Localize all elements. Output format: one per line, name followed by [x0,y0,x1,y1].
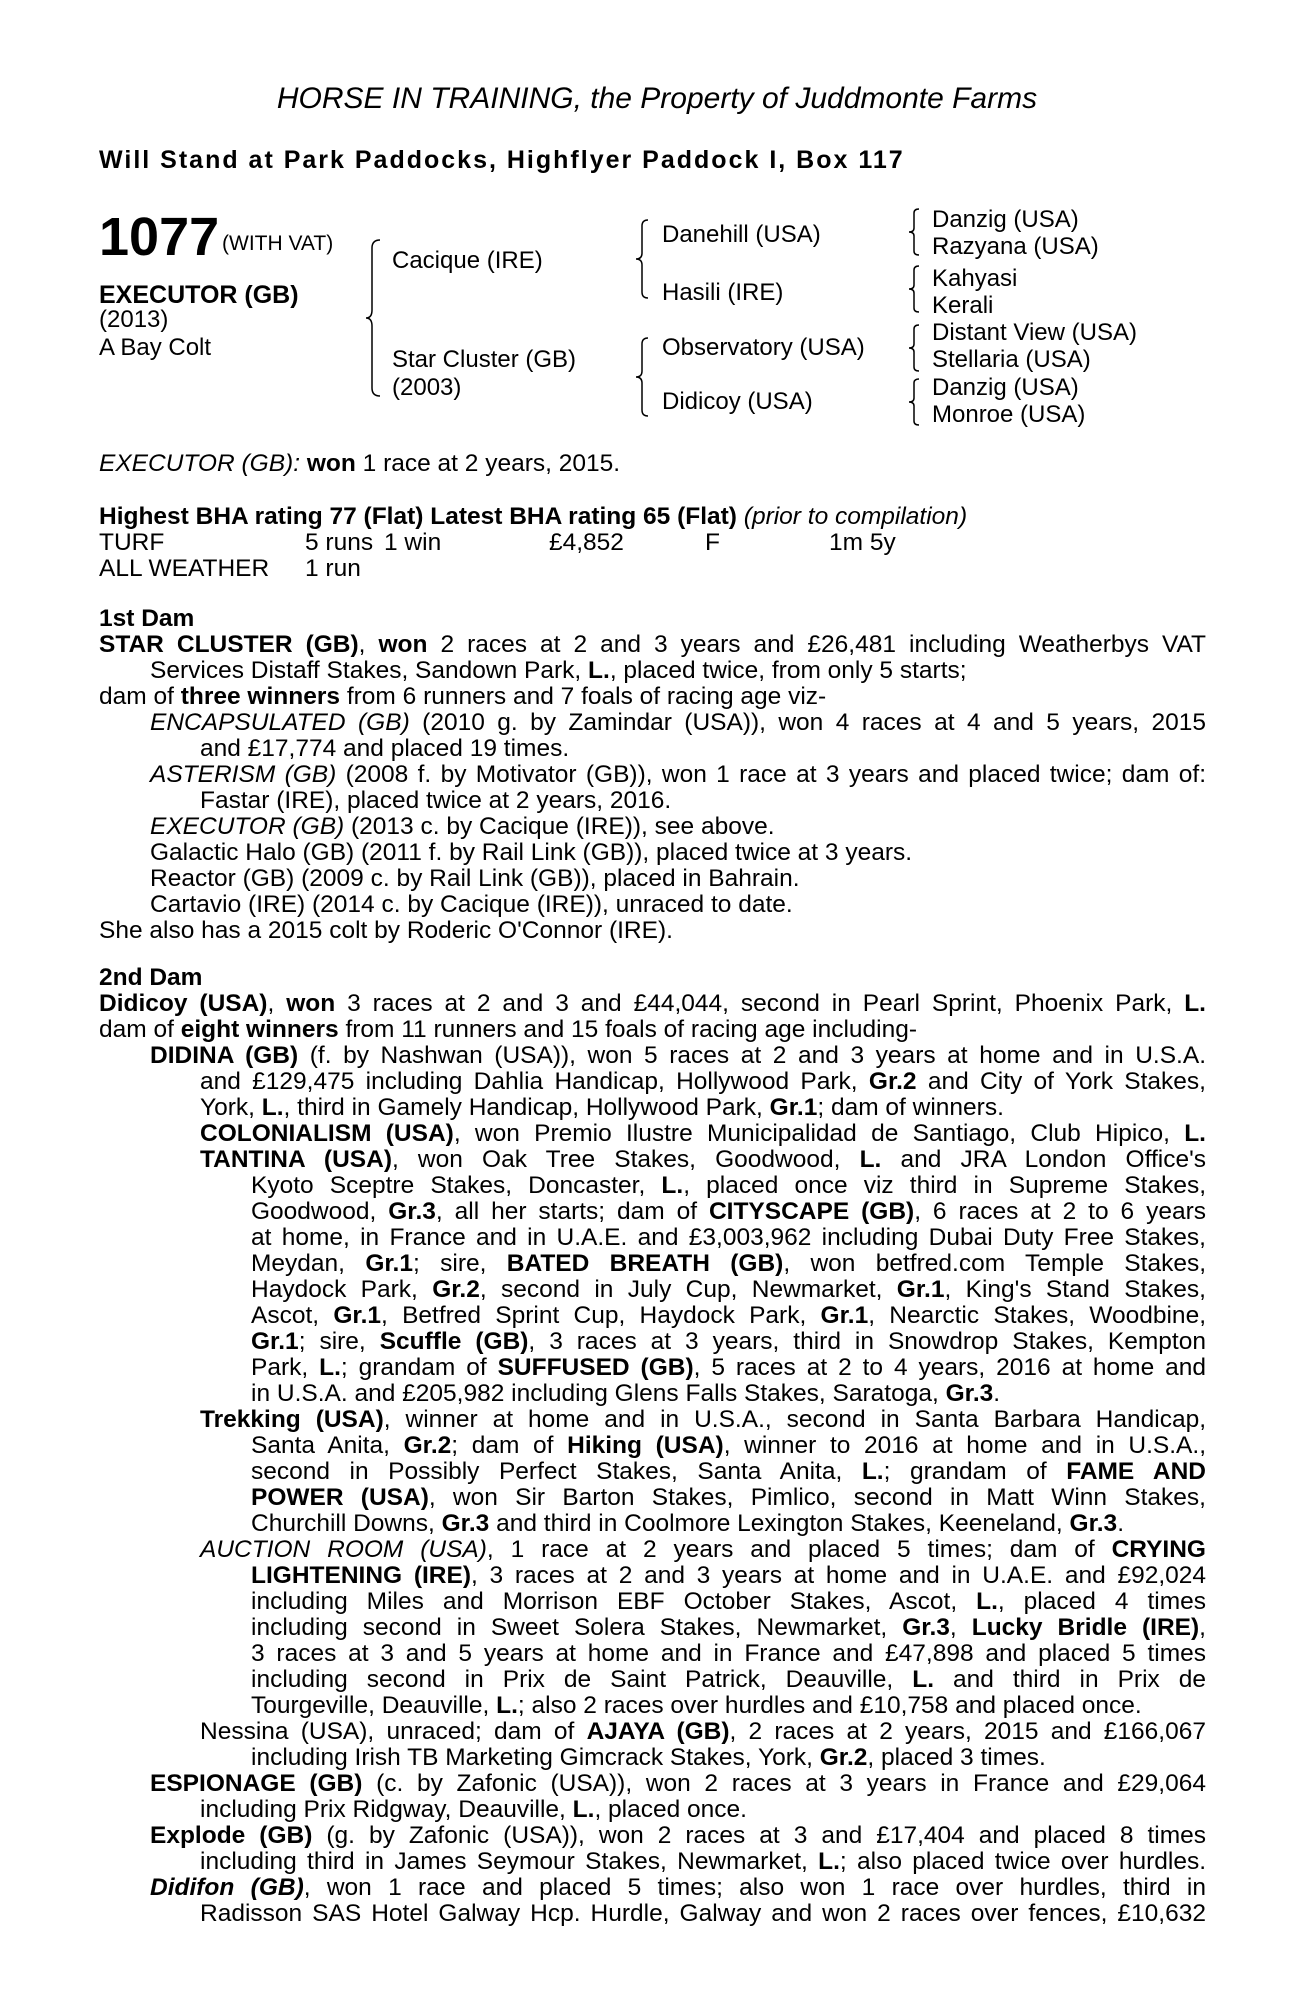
turf-runs: 5 runs [305,529,374,556]
dam2-line-j1: Didifon (GB), won 1 race and placed 5 times; also won 1 race over hurdles, third in [150,1874,1206,1901]
dam1-line-6: ASTERISM (GB) (2008 f. by Motivator (GB)), won 1 race at 3 years and placed twice; dam of: [150,761,1207,788]
horse-name: EXECUTOR (GB) [99,281,299,309]
dam2-line-d6: Haydock Park, Gr.2, second in July Cup, Newmarket, Gr.1, King's Stand Stakes, [251,1276,1206,1303]
pedigree-ssd: Razyana (USA) [932,233,1099,260]
dam2-line-e3: second in Possibly Perfect Stakes, Santa Anita, L.; grandam of FAME AND [251,1458,1206,1485]
dam2-line-b3: York, L., third in Gamely Handicap, Hollywood Park, Gr.1; dam of winners. [200,1094,1004,1121]
dam2-line-b1: DIDINA (GB) (f. by Nashwan (USA)), won 5 races at 2 and 3 years at home and in U.S.A. [150,1042,1206,1069]
dam2-line-f1: AUCTION ROOM (USA), 1 race at 2 years and placed 5 times; dam of CRYING [200,1536,1206,1563]
dam2-line-f3: including Miles and Morrison EBF October Stakes, Ascot, L., placed 4 times [251,1588,1206,1615]
dam2-line-f7: Tourgeville, Deauville, L.; also 2 races over hurdles and £10,758 and placed once. [251,1692,1142,1719]
pedigree-sire-sire: Danehill (USA) [662,221,821,248]
pedigree-dam-dam: Didicoy (USA) [662,388,813,415]
pedigree-dam-year: (2003) [392,374,462,401]
dam2-line-d5: Meydan, Gr.1; sire, BATED BREATH (GB), won betfred.com Temple Stakes, [251,1250,1207,1277]
pedigree-sss: Danzig (USA) [932,206,1079,233]
race-summary: EXECUTOR (GB): won 1 race at 2 years, 2015. [99,450,621,477]
pedigree-sire-dam: Hasili (IRE) [662,279,784,306]
turf-label: TURF [99,529,165,556]
dam2-line-e4: POWER (USA), won Sir Barton Stakes, Pimlico, second in Matt Winn Stakes, [251,1484,1206,1511]
pedigree-brace-sd [906,264,922,314]
dam1-line-8: EXECUTOR (GB) (2013 c. by Cacique (IRE)), see above. [150,813,775,840]
turf-code: F [705,529,720,556]
turf-distance: 1m 5y [829,529,896,556]
dam1-line-9: Galactic Halo (GB) (2011 f. by Rail Link (GB)), placed twice at 3 years. [150,839,913,866]
dam1-line-4: ENCAPSULATED (GB) (2010 g. by Zamindar (USA)), won 4 races at 4 and 5 years, 2015 [150,709,1206,736]
dam2-line-g1: Nessina (USA), unraced; dam of AJAYA (GB), 2 races at 2 years, 2015 and £166,067 [200,1718,1206,1745]
dam2-line-f2: LIGHTENING (IRE), 3 races at 2 and 3 years at home and in U.A.E. and £92,024 [251,1562,1207,1589]
bha-rating: Highest BHA rating 77 (Flat) Latest BHA rating 65 (Flat) (prior to compilation) [99,503,968,530]
dam2-line-h2: including Prix Ridgway, Deauville, L., placed once. [200,1796,747,1823]
dam1-line-2: Services Distaff Stakes, Sandown Park, L., placed twice, from only 5 starts; [150,657,967,684]
dam1-line-3: dam of three winners from 6 runners and 7 foals of racing age viz- [99,683,827,710]
dam2-line-i2: including third in James Seymour Stakes, Newmarket, L.; also placed twice over hurdles. [200,1848,1207,1875]
dam2-line-e1: Trekking (USA), winner at home and in U.S.A., second in Santa Barbara Handicap, [200,1406,1207,1433]
dam2-line-a1: Didicoy (USA), won 3 races at 2 and 3 and £44,044, second in Pearl Sprint, Phoenix Park, L. [99,990,1206,1017]
pedigree-sdd: Kerali [932,292,994,319]
sale-title: HORSE IN TRAINING, the Property of Juddmonte Farms [276,82,1038,115]
dam2-line-d1: TANTINA (USA), won Oak Tree Stakes, Goodwood, L. and JRA London Office's [200,1146,1206,1173]
pedigree-brace-sire [634,218,652,300]
pedigree-sds: Kahyasi [932,265,1018,292]
dam2-line-h1: ESPIONAGE (GB) (c. by Zafonic (USA)), won 2 races at 3 years in France and £29,064 [150,1770,1206,1797]
pedigree-dsd: Stellaria (USA) [932,346,1091,373]
dam2-line-d2: Kyoto Sceptre Stakes, Doncaster, L., placed once viz third in Supreme Stakes, [251,1172,1206,1199]
aw-runs: 1 run [305,555,361,582]
dam2-line-e5: Churchill Downs, Gr.3 and third in Coolmore Lexington Stakes, Keeneland, Gr.3. [251,1510,1125,1537]
pedigree-brace-main [364,238,388,398]
horse-description: A Bay Colt [99,334,212,361]
dam2-line-d9: Park, L.; grandam of SUFFUSED (GB), 5 races at 2 to 4 years, 2016 at home and [251,1354,1207,1381]
dam2-line-e2: Santa Anita, Gr.2; dam of Hiking (USA), winner to 2016 at home and in U.S.A., [251,1432,1207,1459]
dam1-line-7: Fastar (IRE), placed twice at 2 years, 2016. [200,787,672,814]
pedigree-brace-ss [906,207,922,257]
dam1-line-5: and £17,774 and placed 19 times. [200,735,570,762]
dam1-heading: 1st Dam [99,605,195,632]
pedigree-dss: Distant View (USA) [932,319,1137,346]
aw-label: ALL WEATHER [99,555,270,582]
dam2-line-g2: including Irish TB Marketing Gimcrack Stakes, York, Gr.2, placed 3 times. [251,1744,1046,1771]
dam2-line-f4: including second in Sweet Solera Stakes, Newmarket, Gr.3, Lucky Bridle (IRE), [251,1614,1206,1641]
lot-number: 1077 [99,207,220,267]
dam2-line-c1: COLONIALISM (USA), won Premio Ilustre Municipalidad de Santiago, Club Hipico, L. [200,1120,1206,1147]
dam2-line-a2: dam of eight winners from 11 runners and 15 foals of racing age including- [99,1016,917,1043]
dam2-line-d3: Goodwood, Gr.3, all her starts; dam of CITYSCAPE (GB), 6 races at 2 to 6 years [251,1198,1206,1225]
dam1-line-11: Cartavio (IRE) (2014 c. by Cacique (IRE)), unraced to date. [150,891,793,918]
dam2-heading: 2nd Dam [99,964,203,991]
dam2-line-f5: 3 races at 3 and 5 years at home and in France and £47,898 and placed 5 times [251,1640,1206,1667]
pedigree-brace-ds [906,323,922,373]
turf-prize: £4,852 [549,529,624,556]
dam1-line-10: Reactor (GB) (2009 c. by Rail Link (GB)), placed in Bahrain. [150,865,800,892]
pedigree-brace-dam [634,336,652,418]
horse-year: (2013) [99,306,169,333]
dam2-line-d8: Gr.1; sire, Scuffle (GB), 3 races at 3 years, third in Snowdrop Stakes, Kempton [251,1328,1206,1355]
dam2-line-d7: Ascot, Gr.1, Betfred Sprint Cup, Haydock Park, Gr.1, Nearctic Stakes, Woodbine, [251,1302,1206,1329]
stand-location: Will Stand at Park Paddocks, Highflyer Paddock I, Box 117 [99,146,905,174]
pedigree-brace-dd [906,377,922,427]
vat-note: (WITH VAT) [222,232,334,255]
pedigree-dam: Star Cluster (GB) [392,346,577,373]
dam2-line-d4: at home, in France and in U.A.E. and £3,003,962 including Dubai Duty Free Stakes, [251,1224,1206,1251]
pedigree-sire: Cacique (IRE) [392,247,543,274]
dam2-line-j2: Radisson SAS Hotel Galway Hcp. Hurdle, Galway and won 2 races over fences, £10,632 [200,1900,1206,1927]
pedigree-ddd: Monroe (USA) [932,401,1086,428]
dam1-line-12: She also has a 2015 colt by Roderic O'Connor (IRE). [99,917,673,944]
dam2-line-i1: Explode (GB) (g. by Zafonic (USA)), won 2 races at 3 and £17,404 and placed 8 times [150,1822,1206,1849]
pedigree-dam-sire: Observatory (USA) [662,334,865,361]
turf-wins: 1 win [384,529,442,556]
dam2-line-d10: in U.S.A. and £205,982 including Glens Falls Stakes, Saratoga, Gr.3. [251,1380,1001,1407]
pedigree-dds: Danzig (USA) [932,374,1079,401]
dam2-line-f6: including second in Prix de Saint Patrick, Deauville, L. and third in Prix de [251,1666,1206,1693]
dam2-line-b2: and £129,475 including Dahlia Handicap, Hollywood Park, Gr.2 and City of York Stakes, [200,1068,1206,1095]
dam1-line-1: STAR CLUSTER (GB), won 2 races at 2 and 3 years and £26,481 including Weatherbys VAT [99,631,1207,658]
